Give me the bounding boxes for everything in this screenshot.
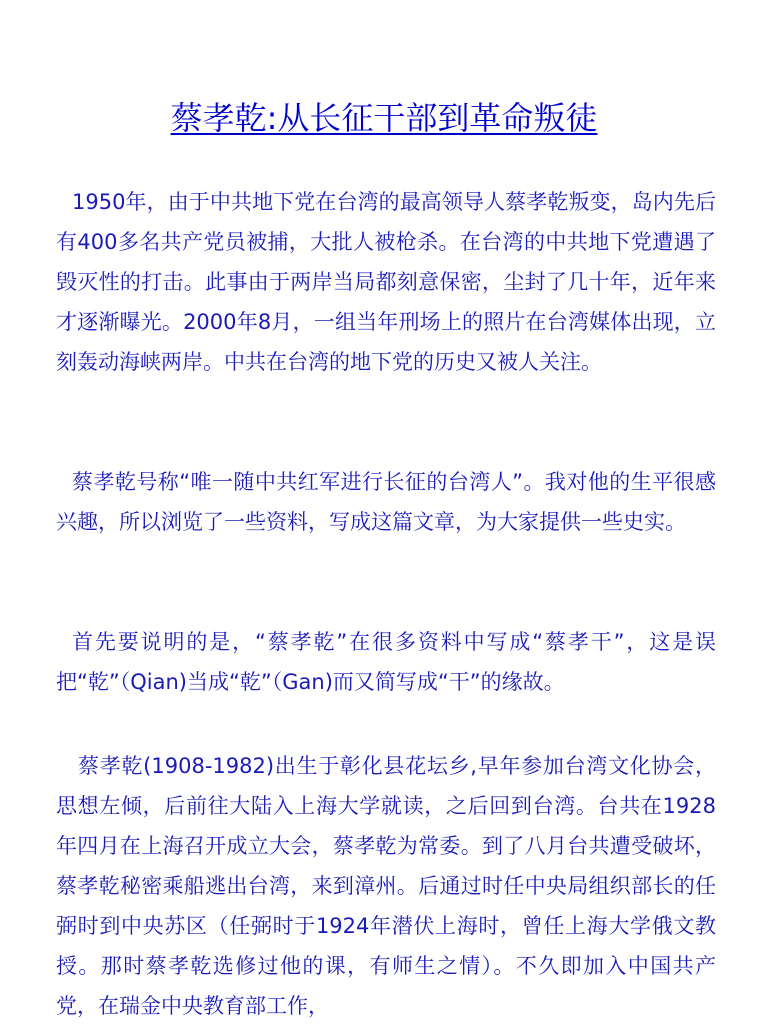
paragraph-2: 蔡孝乾号称“唯一随中共红军进行长征的台湾人”。我对他的生平很感兴趣，所以浏览了一些资料，写成这篇文章，为大家提供一些史实。 [56, 470, 716, 534]
paragraph-1: 1950年，由于中共地下党在台湾的最高领导人蔡孝乾叛变，岛内先后有400多名共产党员被捕，大批人被枪杀。在台湾的中共地下党遭遇了毁灭性的打击。此事由于两岸当局都刻意保密，尘封了几十年，近年来才逐渐曝光。2000年8月，一组当年刑场上的照片在台湾媒体出现，立刻轰动海峡两岸。中共在台湾的地下党的历史又被人关注。 [56, 190, 716, 374]
article-title: 蔡孝乾:从长征干部到革命叛徒 [170, 99, 598, 137]
paragraph-4: 蔡孝乾(1908-1982)出生于彰化县花坛乡,早年参加台湾文化协会，思想左倾，后前往大陆入上海大学就读，之后回到台湾。台共在1928年四月在上海召开成立大会，蔡孝乾为常委。到了八月台共遭受破坏，蔡孝乾秘密乘船逃出台湾，来到漳州。后通过时任中央局组织部长的任弼时到中央苏区（任弼时于1924年潜伏上海时，曾任上海大学俄文教授。那时蔡孝乾选修过他的课，有师生之情）。不久即加入中国共产党，在瑞金中央教育部工作， [56, 754, 716, 1018]
paragraph-3: 首先要说明的是，“蔡孝乾”在很多资料中写成“蔡孝干”，这是误把“乾”（Qian)当成“乾”（Gan)而又简写成“干”的缘故。 [56, 630, 716, 694]
